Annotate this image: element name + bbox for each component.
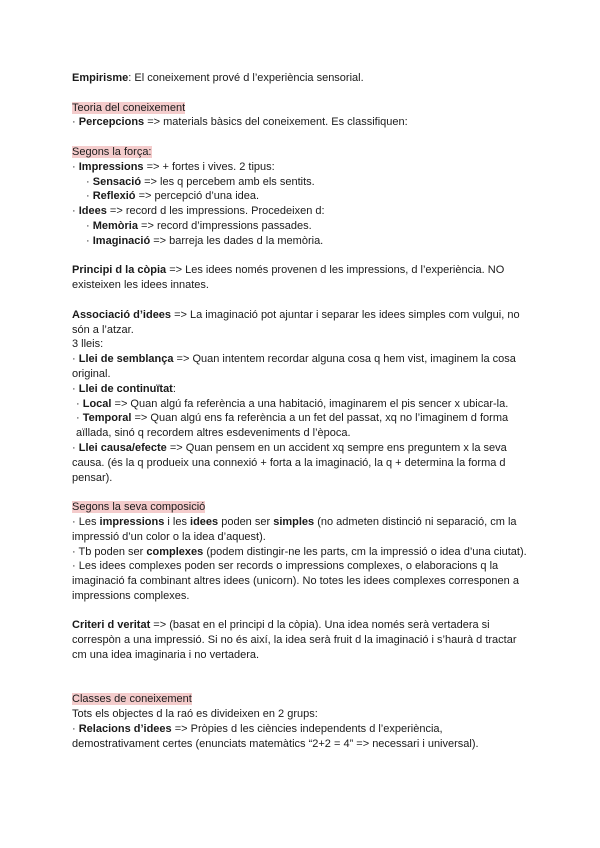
list-item: · Reflexió => percepció d’una idea. [86,190,260,203]
list-item: · Tb poden ser complexes (podem distingir-ne les parts, cm la impressió o idea d’una ciutat). [72,545,527,558]
list-item: · Temporal => Quan algú ens fa referència a un fet del passat, xq no l’imaginem d forma aïllada, sinó q recordem altres esdeveniments d l’època. [76,412,509,440]
composicio-heading [72,500,530,515]
empirisme-paragraph: Empirisme: El coneixement prové d l’experiència sensorial. [72,72,364,84]
highlighted-heading: Segons la seva composició [72,501,206,514]
list-item: · Llei causa/efecte => Quan pensem en un accident xq sempre ens preguntem x la seva causa. (és la q produeix una connexió + forta a la imaginació, la q + determina la forma d pensar). [72,441,507,484]
classes-heading [72,692,530,707]
highlighted-heading: Teoria del coneixement [72,101,186,114]
list-item: · Memòria => record d’impressions passades. [86,219,312,232]
list-item: · Imaginació => barreja les dades d la memòria. [86,234,324,247]
percepcions-line: · Percepcions => materials bàsics del coneixement. Es classifiquen: [72,116,408,129]
associacio-paragraph: Associació d’idees => La imaginació pot ajuntar i separar les idees simples com vulgui, no són a l’atzar. [72,308,520,336]
list-item: · Idees => record d les impressions. Procedeixen d: [72,205,325,218]
principi-paragraph: Principi d la còpia => Les idees només provenen d les impressions, d l’experiència. NO existeixen les idees innates. [72,264,505,292]
list-item: · Llei de continuïtat: [72,382,176,395]
forca-heading [72,145,530,160]
list-item: · Sensació => les q percebem amb els sentits. [86,175,315,188]
classes-intro: Tots els objectes d la raó es divideixen en 2 grups: [72,708,318,721]
highlighted-heading: Segons la força: [72,145,152,158]
lleis-count: 3 lleis: [72,338,104,351]
term-empirisme: Empirisme [72,72,129,84]
list-item: · Relacions d’idees => Pròpies d les ciències independents d l’experiència, demostrativament certes (enunciats matemàtics “2+2 = 4” => necessari i universal). [72,723,479,750]
document-body [72,71,530,752]
list-item: · Llei de semblança => Quan intentem recordar alguna cosa q hem vist, imaginem la cosa original. [72,353,516,380]
term-percepcions: Percepcions [78,116,145,129]
highlighted-heading: Classes de coneixement [72,693,192,706]
list-item: · Impressions => + fortes i vives. 2 tipus: [72,160,275,173]
list-item: · Les impressions i les idees poden ser simples (no admeten distinció ni separació, cm la impressió d’un color o la idea d’aquest). [72,515,517,543]
list-item: · Les idees complexes poden ser records o impressions complexes, o elaboracions q la imaginació fa combinant altres idees (unicorn). No totes les idees complexes corresponen a impressions complexes. [72,560,519,602]
criteri-paragraph: Criteri d veritat => (basat en el principi d la còpia). Una idea només serà vertadera si correspòn a una impressió. Si no és així, la idea serà fruit d la imaginació i s’haurà d tractar cm una idea imaginaria i no vertadera. [72,619,517,662]
teoria-heading [72,101,530,116]
list-item: · Local => Quan algú fa referència a una habitació, imaginarem el pis sencer x ubicar-la. [76,397,509,410]
